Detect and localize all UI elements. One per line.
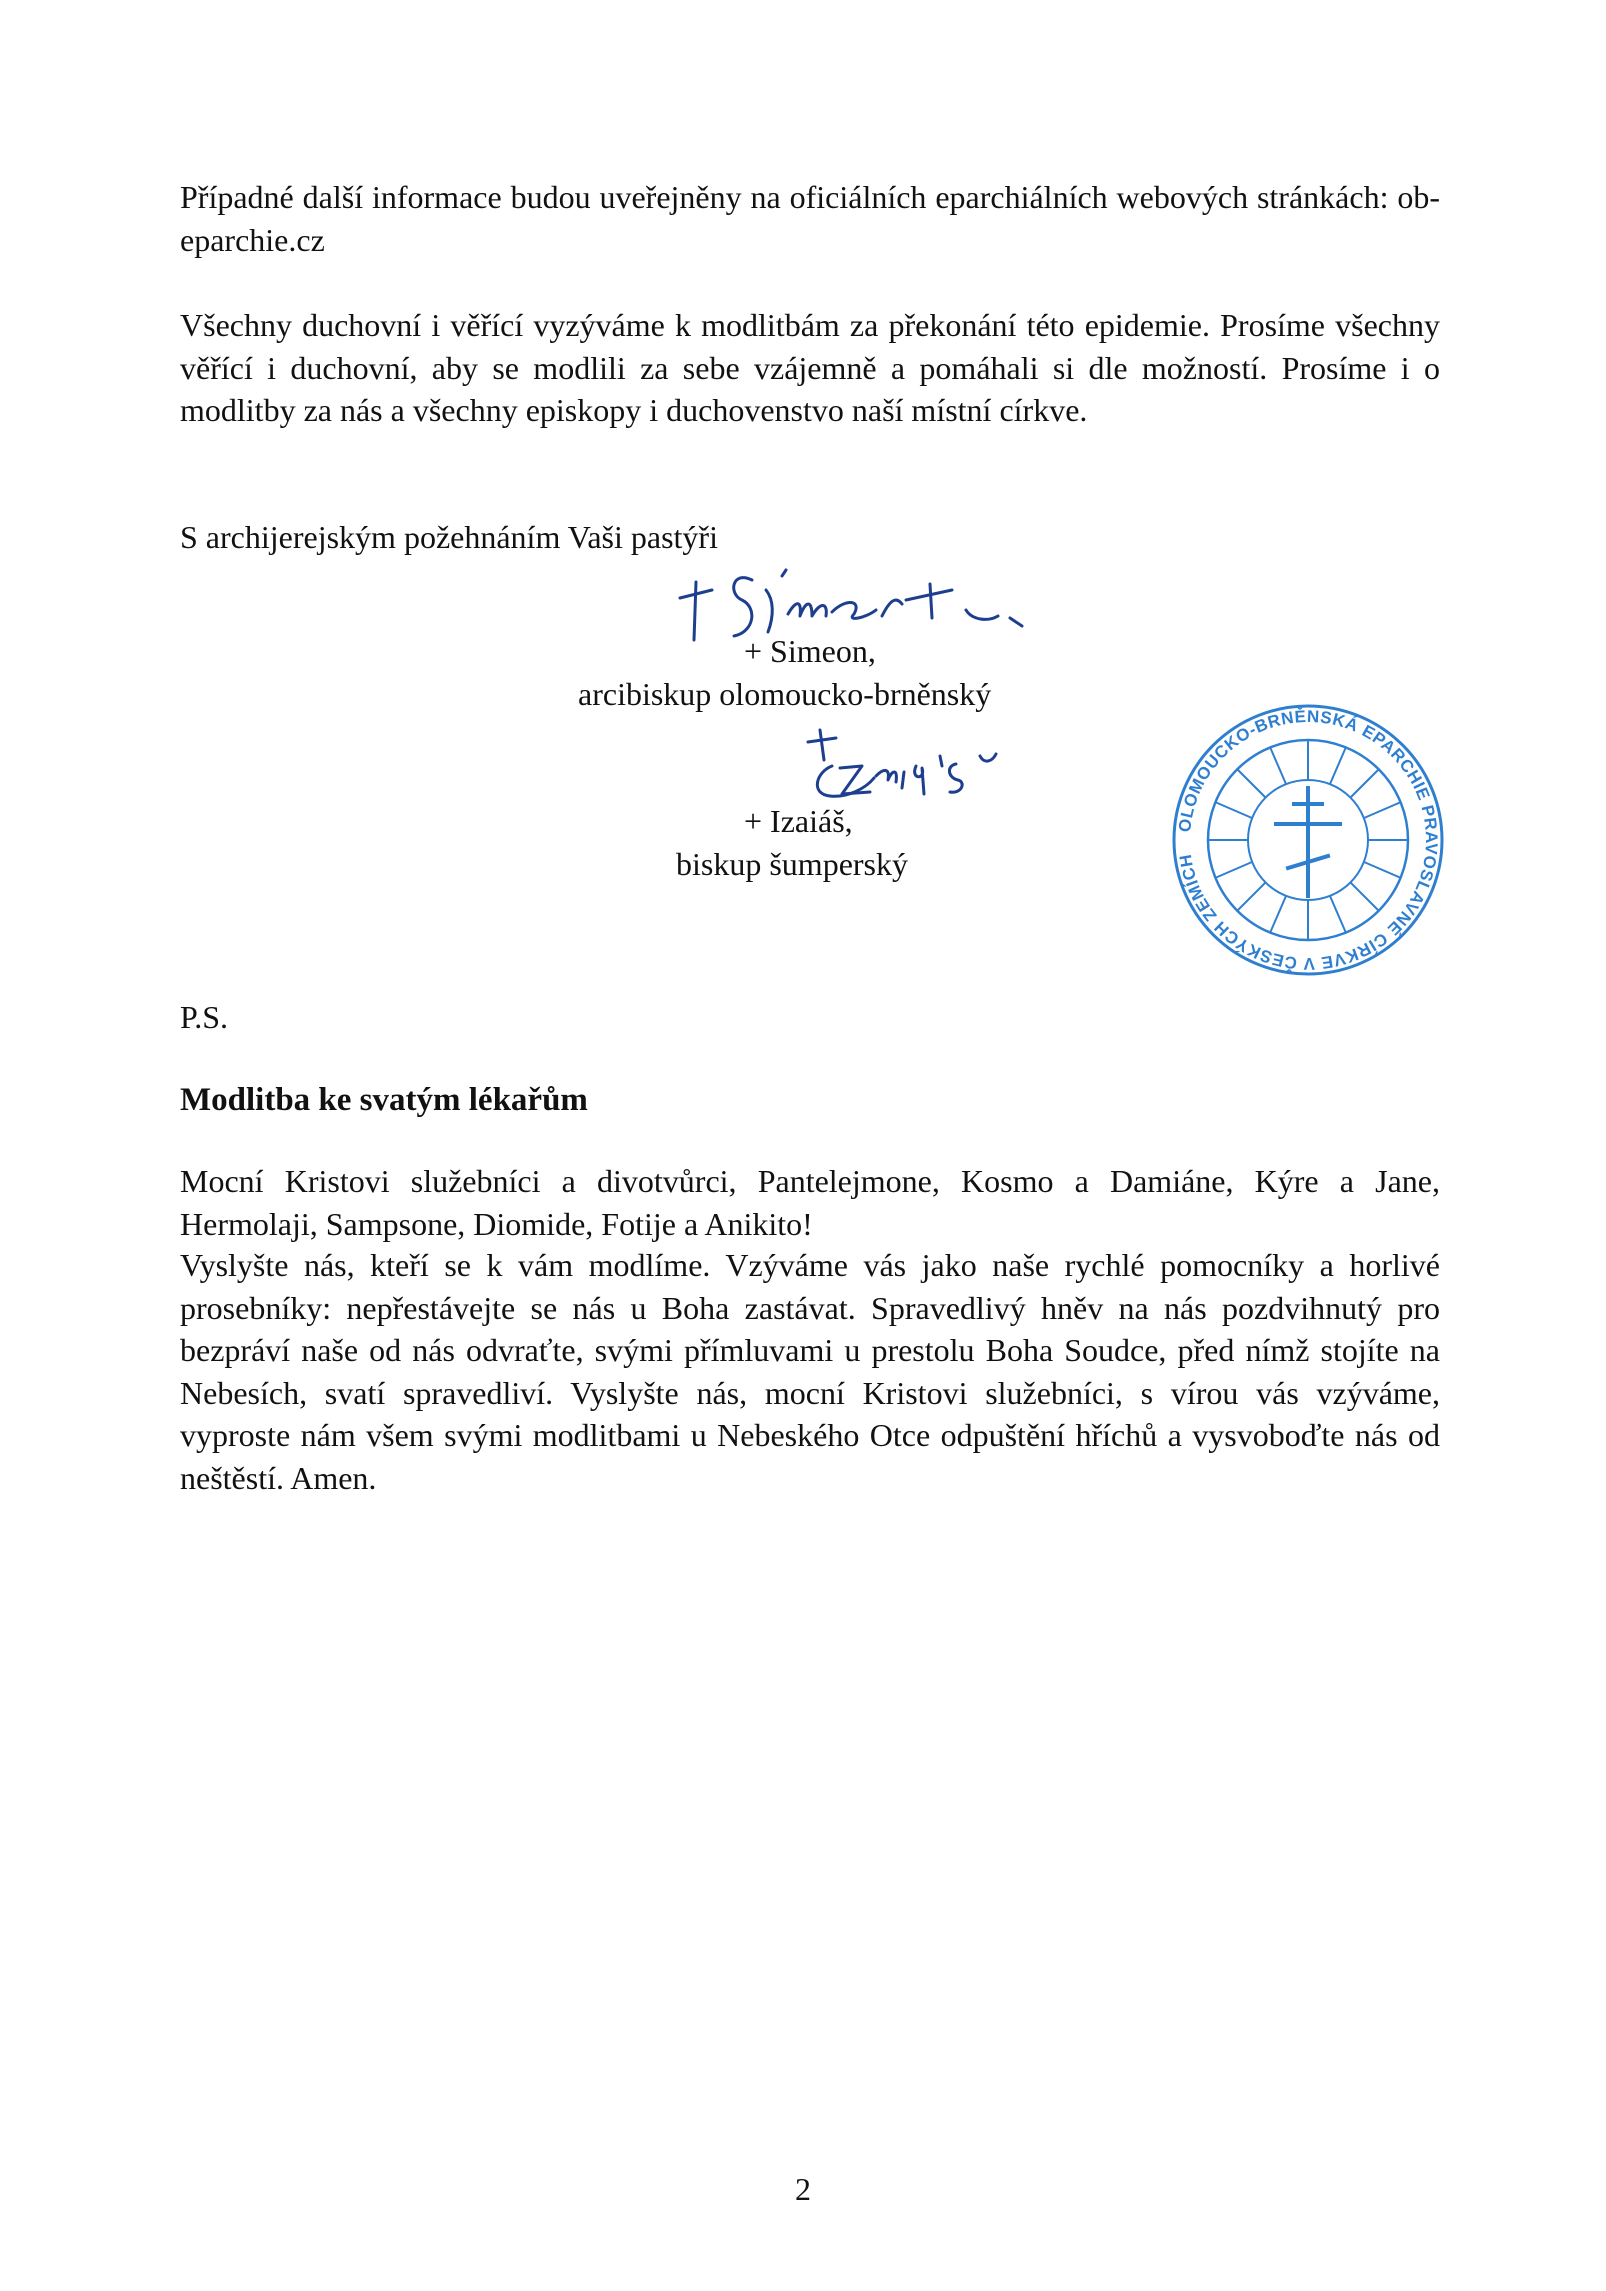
prayer-heading: Modlitba ke svatým lékařům [180,1082,588,1118]
signatory-1-name: + Simeon, [744,633,876,669]
signatory-2-title: biskup šumperský [676,846,908,882]
greeting-line: S archijerejským požehnáním Vaši pastýři [180,519,718,555]
info-paragraph: Případné další informace budou uveřejněny na oficiálních eparchiálních webových stránkách: ob-eparchie.cz [180,179,1440,258]
prayer-line-2: Vyslyšte nás, kteří se k vám modlíme. Vzýváme vás jako naše rychlé pomocníky a horlivé prosebníky: nepřestávejte se nás u Boha zastávat. Spravedlivý hněv na nás pozdvihnutý pro bezpráví naše od nás odvraťte, svými přímluvami u prestolu Boha Soudce, před nímž stojíte na Nebesích, svatí spravedliví. Vyslyšte nás, mocní Kristovi služebníci, s vírou vás vzýváme, vyproste nám všem svými modlitbami u Nebeského Otce odpuštění hříchů a vysvoboďte nás od neštěstí. Amen. [180,1247,1440,1496]
signatory-1-title: arcibiskup olomoucko-brněnský [578,676,992,712]
signatory-2-name: + Izaiáš, [744,803,853,839]
prayer-line-1: Mocní Kristovi služebníci a divotvůrci, Pantelejmone, Kosmo a Damiáne, Kýre a Jane, Hermolaji, Sampsone, Diomide, Fotije a Anikito! [180,1163,1440,1242]
stamp-text: OLOMOUCKO-BRNĚNSKÁ EPARCHIE PRAVOSLAVNÉ CÍRKVE V ČESKÝCH ZEMÍCH [1175,706,1442,974]
prayer-call-paragraph: Všechny duchovní i věřící vyzýváme k modlitbám za překonání této epidemie. Prosíme všechny věřící i duchovní, aby se modlili za sebe vzájemně a pomáhali si dle možností. Prosíme i o modlitby za nás a všechny episkopy i duchovenstvo naší místní církve. [180,307,1440,428]
eparchy-stamp [1168,700,1448,980]
page-number: 2 [795,2171,811,2207]
izaias-signature [770,716,1040,806]
ps-label: P.S. [180,999,229,1035]
